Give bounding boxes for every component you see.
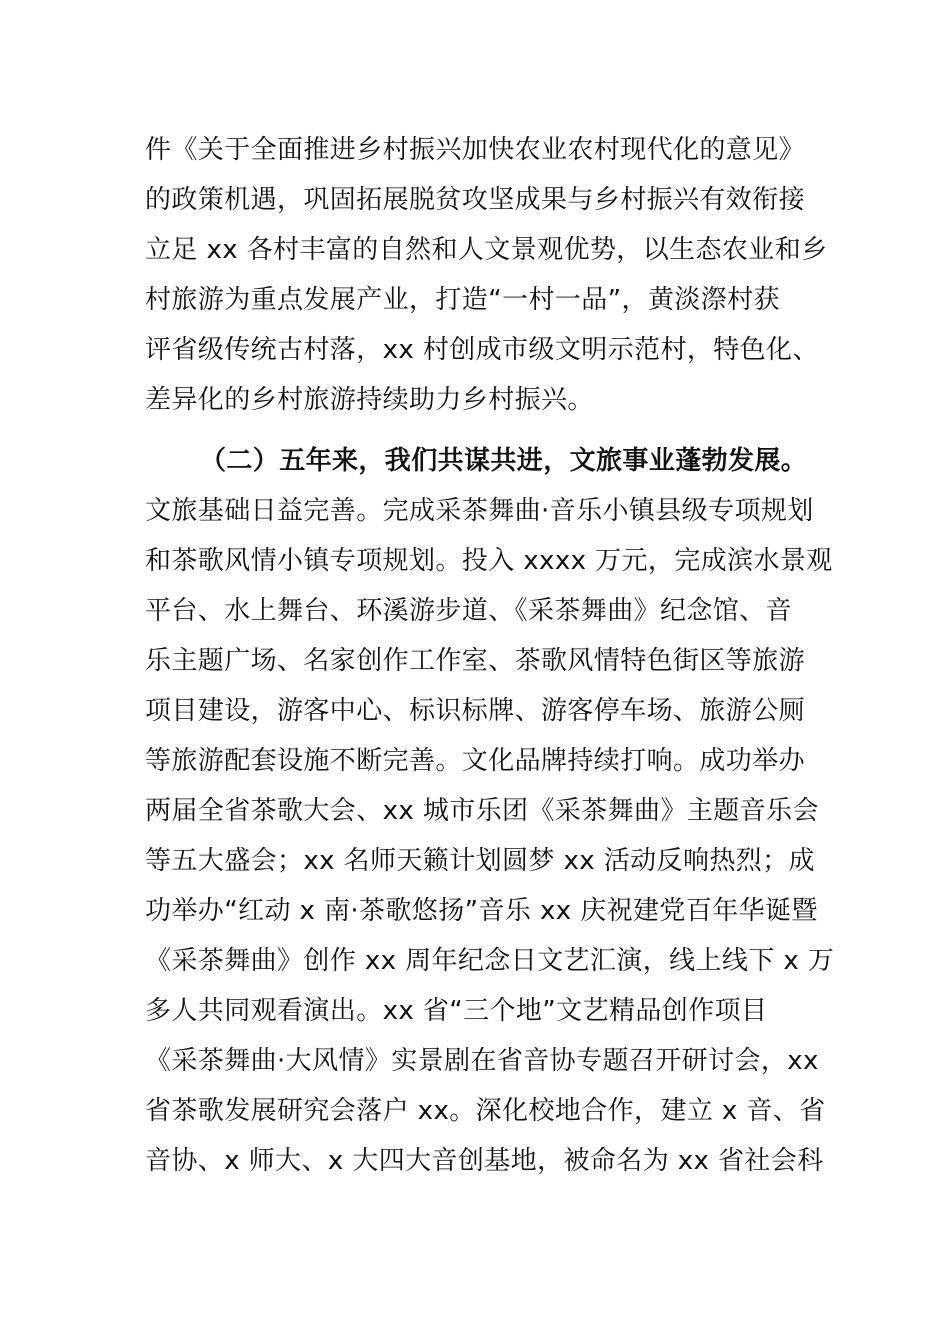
body-text-line: 等旅游配套设施不断完善。文化品牌持续打响。成功举办 [145, 746, 806, 776]
body-text-line: 乐主题广场、名家创作工作室、茶歌风情特色街区等旅游 [145, 646, 806, 676]
body-text-line: 省茶歌发展研究会落户 xx。深化校地合作，建立 x 音、省 [145, 1096, 826, 1126]
body-text-line: 和茶歌风情小镇专项规划。投入 xxxx 万元，完成滨水景观 [145, 546, 833, 576]
section-heading: （二）五年来，我们共谋共进，文旅事业蓬勃发展。 [200, 446, 808, 476]
body-text-line: 立足 xx 各村丰富的自然和人文景观优势，以生态农业和乡 [145, 235, 828, 265]
body-text-line: 评省级传统古村落，xx 村创成市级文明示范村，特色化、 [145, 335, 819, 365]
body-text-line: 的政策机遇，巩固拓展脱贫攻坚成果与乡村振兴有效衔接 [145, 185, 806, 215]
body-text-line: 《采茶舞曲·大风情》实景剧在省音协专题召开研讨会，xx [145, 1046, 819, 1076]
body-text-line: 多人共同观看演出。xx 省“三个地”文艺精品创作项目 [145, 996, 768, 1026]
body-text-line: 《采茶舞曲》创作 xx 周年纪念日文艺汇演，线上线下 x 万 [145, 946, 835, 976]
body-text-line: 平台、水上舞台、环溪游步道、《采茶舞曲》纪念馆、音 [145, 596, 793, 626]
body-text-line: 功举办“红动 x 南·茶歌悠扬”音乐 xx 庆祝建党百年华诞暨 [145, 896, 818, 926]
body-text-line: 差异化的乡村旅游持续助力乡村振兴。 [145, 385, 594, 415]
body-text-line: 文旅基础日益完善。完成采茶舞曲·音乐小镇县级专项规划 [145, 496, 814, 526]
body-text-line: 音协、x 师大、x 大四大音创基地，被命名为 xx 省社会科 [145, 1146, 824, 1176]
body-text-line: 等五大盛会；xx 名师天籁计划圆梦 xx 活动反响热烈；成 [145, 846, 815, 876]
body-text-line: 两届全省茶歌大会、xx 城市乐团《采茶舞曲》主题音乐会 [145, 796, 819, 826]
body-text-line: 件《关于全面推进乡村振兴加快农业农村现代化的意见》 [145, 135, 806, 165]
body-text-line: 村旅游为重点发展产业，打造“一村一品”，黄淡漈村获 [145, 285, 780, 315]
body-text-line: 项目建设，游客中心、标识标牌、游客停车场、旅游公厕 [145, 696, 806, 726]
